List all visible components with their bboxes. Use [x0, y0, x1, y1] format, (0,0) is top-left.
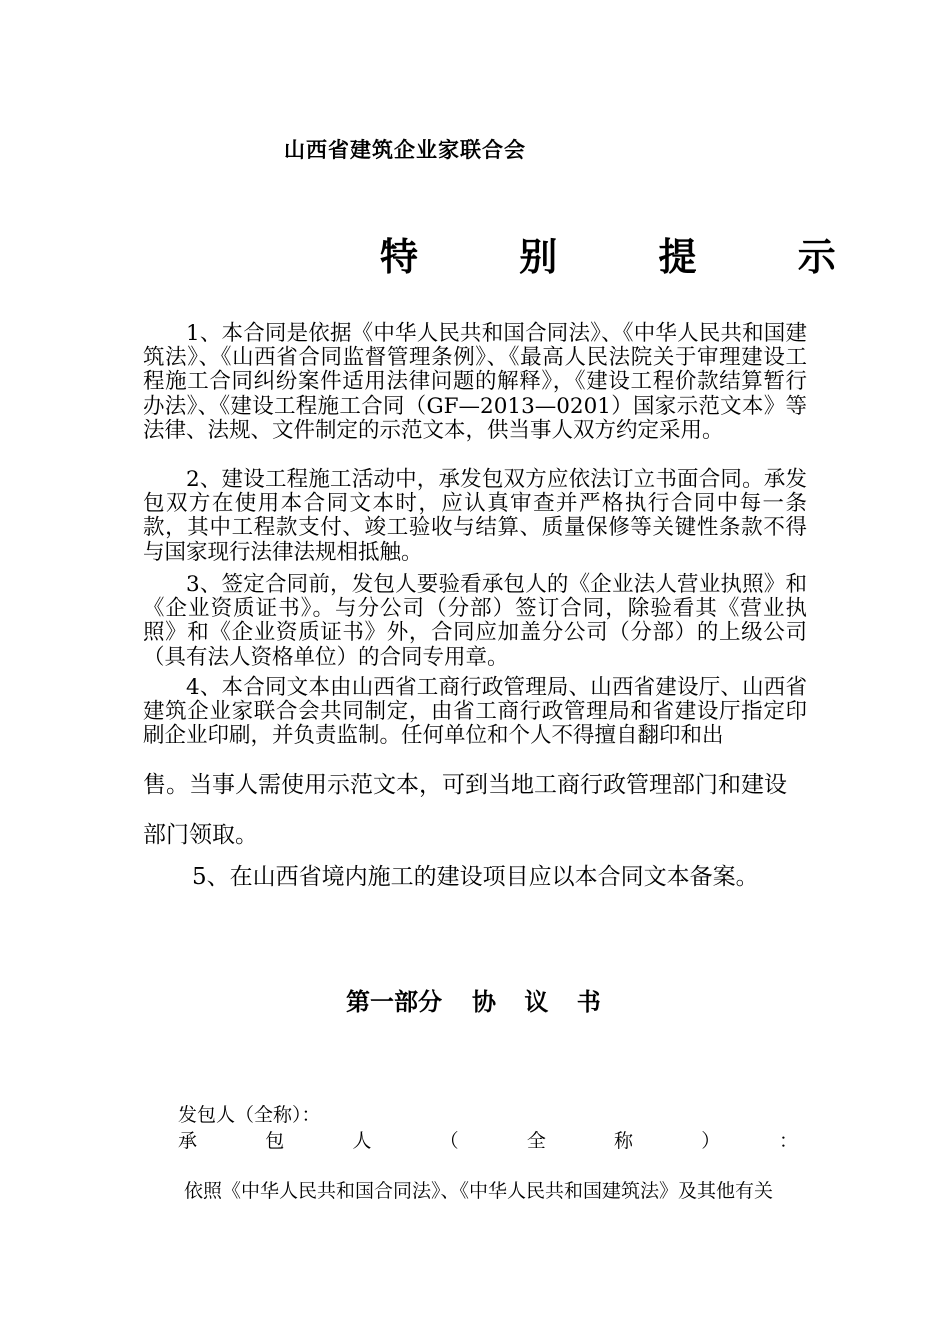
notice-paragraph-3: 3、签定合同前，发包人要验看承包人的《企业法人营业执照》和《企业资质证书》。与分公司（分部）签订合同，除验看其《营业执照》和《企业资质证书》外，合同应加盖分公司（分部）的上级公司（具有法人资格单位）的合同专用章。: [143, 572, 807, 670]
section-part-name: 协 议 书: [472, 988, 611, 1016]
notice-paragraph-1: 1、本合同是依据《中华人民共和国合同法》、《中华人民共和国建筑法》、《山西省合同监督管理条例》、《最高人民法院关于审理建设工程施工合同纠纷案件适用法律问题的解释》，《建设工程价款结算暂行办法》、《建设工程施工合同（GF—2013—0201）国家示范文本》等法律、法规、文件制定的示范文本，供当事人双方约定采用。: [143, 321, 807, 443]
contractor-field-label: 承包人（全称）：: [178, 1130, 798, 1152]
notice-paragraph-4: 4、本合同文本由山西省工商行政管理局、山西省建设厅、山西省建筑企业家联合会共同制定，由省工商行政管理局和省建设厅指定印刷企业印刷，并负责监制。任何单位和个人不得擅自翻印和出: [143, 675, 807, 749]
agreement-intro-text: 依照《中华人民共和国合同法》、《中华人民共和国建筑法》及其他有关: [184, 1180, 774, 1202]
organization-name: 山西省建筑企业家联合会: [284, 137, 526, 162]
section-heading: [346, 982, 611, 1017]
notice-paragraph-4-continued: 售。当事人需使用示范文本，可到当地工商行政管理部门和建设部门领取。: [143, 772, 787, 848]
page-title: 特 别 提 示: [380, 235, 880, 279]
notice-paragraph-5: 5、在山西省境内施工的建设项目应以本合同文本备案。: [192, 864, 759, 890]
notice-paragraph-2: 2、建设工程施工活动中，承发包双方应依法订立书面合同。承发包双方在使用本合同文本时，应认真审查并严格执行合同中每一条款，其中工程款支付、竣工验收与结算、质量保修等关键性条款不得与国家现行法律法规相抵触。: [143, 467, 807, 565]
section-part-label: 第一部分: [346, 988, 442, 1016]
employer-field-label: 发包人（全称）：: [178, 1104, 321, 1126]
